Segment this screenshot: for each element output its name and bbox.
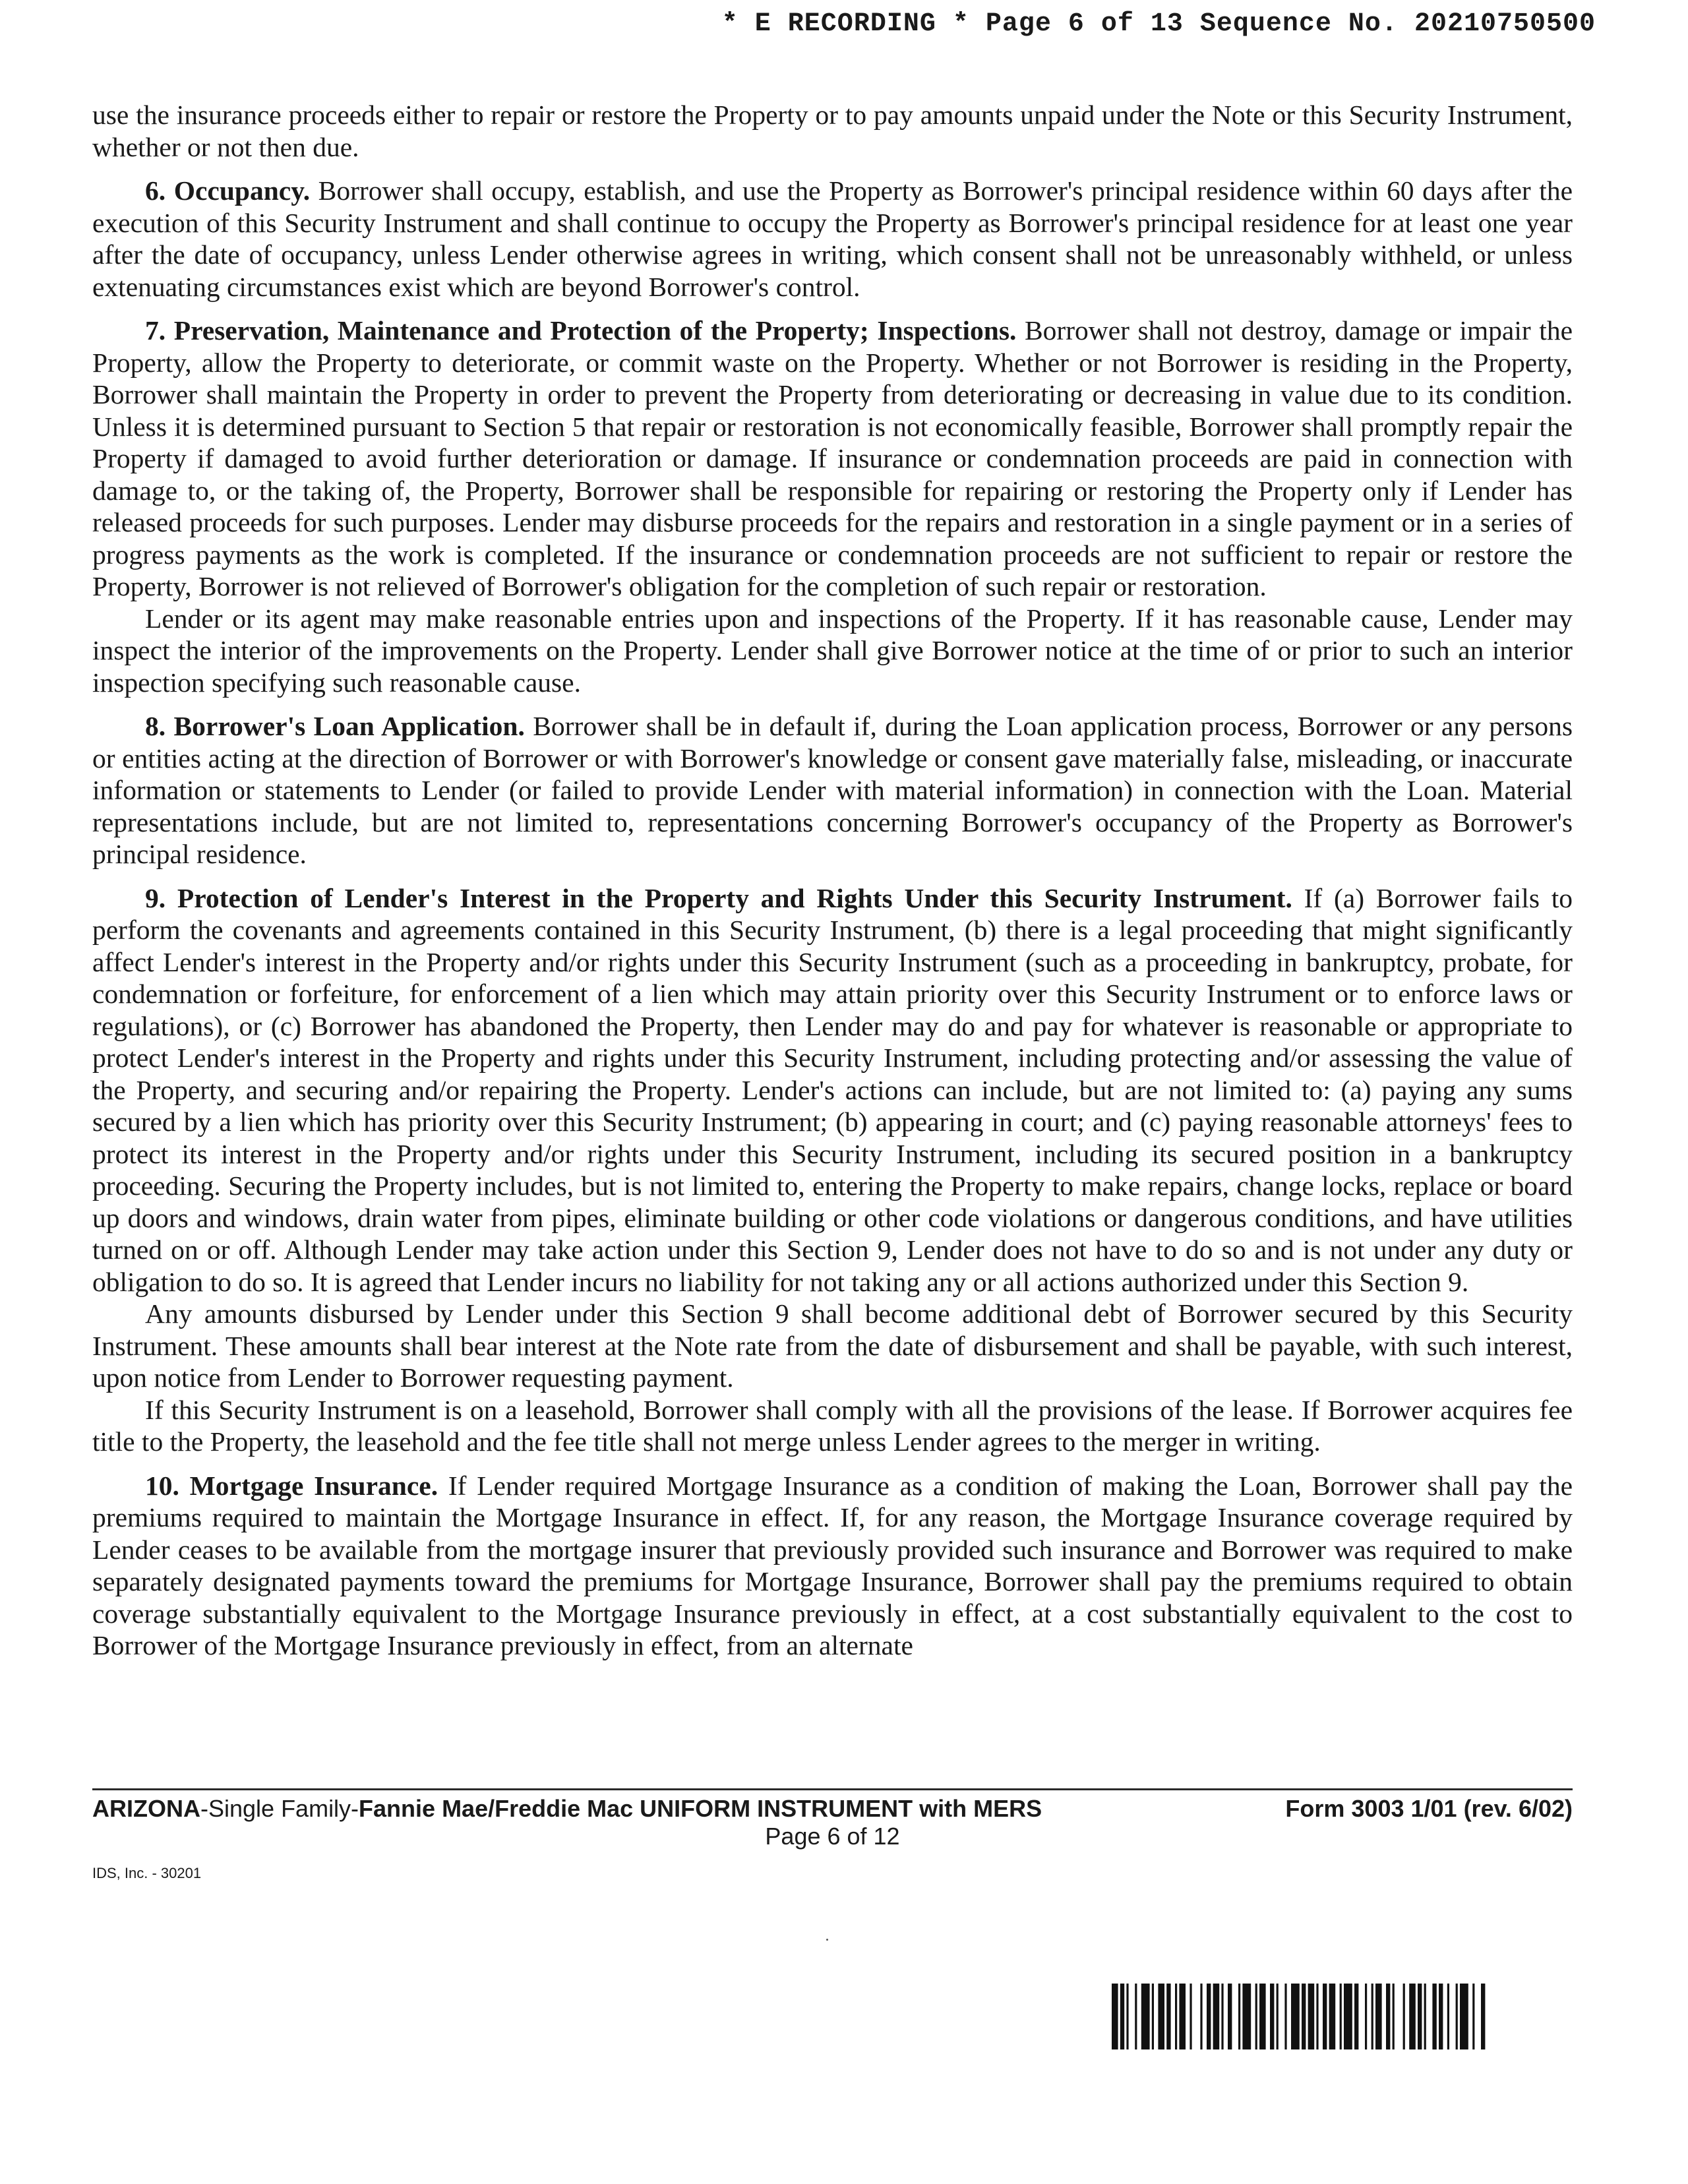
section-7-inspection-paragraph: Lender or its agent may make reasonable entries upon and inspections of the Property. If it has reasonable cause, Lender may inspect the interior of the improvements on the Property. Lender shall give Borrower notice at the time of or prior to such an interior inspection specifying such reasonable cause.: [92, 603, 1573, 698]
section-7-paragraph: [92, 315, 1573, 603]
footer-form-title: Fannie Mae/Freddie Mac UNIFORM INSTRUMENT with MERS: [359, 1795, 1042, 1822]
footer-page-number: Page 6 of 12: [765, 1823, 900, 1850]
intro-paragraph: use the insurance proceeds either to repair or restore the Property or to pay amounts unpaid under the Note or this Security Instrument, whether or not then due.: [92, 100, 1573, 162]
section-10-heading: 10. Mortgage Insurance.: [145, 1470, 438, 1501]
section-8-text: Borrower shall be in default if, during the Loan application process, Borrower or any persons or entities acting at the direction of Borrower or with Borrower's knowledge or consent gave materially false, misleading, or inaccurate information or statements to Lender (or failed to provide Lender with material information) in connection with the Loan. Material representations include, but are not limited to, representations concerning Borrower's occupancy of the Property as Borrower's principal residence.: [92, 711, 1573, 869]
footer-form-number: Form 3003 1/01 (rev. 6/02): [1285, 1795, 1573, 1822]
footer-vendor-code: IDS, Inc. - 30201: [92, 1865, 202, 1881]
section-10-text: If Lender required Mortgage Insurance as a condition of making the Loan, Borrower shall pay the premiums required to maintain the Mortgage Insurance in effect. If, for any reason, the Mortgage Insurance coverage required by Lender ceases to be available from the mortgage insurer that previously provided such insurance and Borrower was required to make separately designated payments toward the premiums for Mortgage Insurance, Borrower shall pay the premiums required to obtain coverage substantially equivalent to the Mortgage Insurance previously in effect, at a cost substantially equivalent to the cost to Borrower of the Mortgage Insurance previously in effect, from an alternate: [92, 1470, 1573, 1660]
document-body: [92, 99, 1573, 1662]
section-6-text: Borrower shall occupy, establish, and use the Property as Borrower's principal residence within 60 days after the execution of this Security Instrument and shall continue to occupy the Property as Borrower's principal residence for at least one year after the date of occupancy, unless Lender otherwise agrees in writing, which consent shall not be unreasonably withheld, or unless extenuating circumstances exist which are beyond Borrower's control.: [92, 175, 1573, 302]
section-9-leasehold-paragraph: If this Security Instrument is on a leasehold, Borrower shall comply with all the provisions of the lease. If Borrower acquires fee title to the Property, the leasehold and the fee title shall not merge unless Lender agrees to the merger in writing.: [92, 1394, 1573, 1457]
scan-speck: [826, 1939, 828, 1941]
section-7-heading: 7. Preservation, Maintenance and Protection of the Property; Inspections.: [145, 315, 1017, 346]
section-8-paragraph: [92, 710, 1573, 870]
section-6-heading: 6. Occupancy.: [145, 175, 311, 206]
section-7-text: Borrower shall not destroy, damage or impair the Property, allow the Property to deteriorate, or commit waste on the Property. Whether or not Borrower is residing in the Property, Borrower shall maintain the Property in order to prevent the Property from deteriorating or decreasing in value due to its condition. Unless it is determined pursuant to Section 5 that repair or restoration is not economically feasible, Borrower shall promptly repair the Property if damaged to avoid further deterioration or damage. If insurance or condemnation proceeds are paid in connection with damage to, or the taking of, the Property, Borrower shall be responsible for repairing or restoring the Property only if Lender has released proceeds for such purposes. Lender may disburse proceeds for the repairs and restoration in a single payment or in a series of progress payments as the work is completed. If the insurance or condemnation proceeds are not sufficient to repair or restore the Property, Borrower is not relieved of Borrower's obligation for the completion of such repair or restoration.: [92, 315, 1573, 601]
section-6-paragraph: [92, 175, 1573, 303]
section-9-heading: 9. Protection of Lender's Interest in the Property and Rights Under this Security Instrument.: [145, 882, 1292, 913]
footer-state: ARIZONA: [92, 1795, 200, 1822]
footer-divider: [92, 1788, 1573, 1790]
section-8-heading: 8. Borrower's Loan Application.: [145, 711, 525, 741]
section-9-text: If (a) Borrower fails to perform the covenants and agreements contained in this Security Instrument, (b) there is a legal proceeding that might significantly affect Lender's interest in the Property and/or rights under this Security Instrument (such as a proceeding in bankruptcy, probate, for condemnation or forfeiture, for enforcement of a lien which may attain priority over this Security Instrument or to enforce laws or regulations), or (c) Borrower has abandoned the Property, then Lender may do and pay for whatever is reasonable or appropriate to protect Lender's interest in the Property and rights under this Security Instrument, including protecting and/or assessing the value of the Property, and securing and/or repairing the Property. Lender's actions can include, but are not limited to: (a) paying any sums secured by a lien which has priority over this Security Instrument; (b) appearing in court; and (c) paying reasonable attorneys' fees to protect its interest in the Property and/or rights under this Security Instrument, including its secured position in a bankruptcy proceeding. Securing the Property includes, but is not limited to, entering the Property to make repairs, change locks, replace or board up doors and windows, drain water from pipes, eliminate building or other code violations or dangerous conditions, and have utilities turned on or off. Although Lender may take action under this Section 9, Lender does not have to do so and is not under any duty or obligation to do so. It is agreed that Lender incurs no liability for not taking any or all actions authorized under this Section 9.: [92, 882, 1573, 1297]
footer-family: -Single Family-: [200, 1795, 359, 1822]
section-9-paragraph: [92, 882, 1573, 1298]
recording-header: * E RECORDING * Page 6 of 13 Sequence No. 20210750500: [721, 9, 1596, 39]
section-10-paragraph: [92, 1470, 1573, 1662]
barcode-icon: [1112, 1984, 1573, 2049]
footer-form-line: [92, 1795, 1573, 1823]
section-9-disbursement-paragraph: Any amounts disbursed by Lender under this Section 9 shall become additional debt of Borrower secured by this Security Instrument. These amounts shall bear interest at the Note rate from the date of disbursement and shall be payable, with such interest, upon notice from Lender to Borrower requesting payment.: [92, 1298, 1573, 1393]
